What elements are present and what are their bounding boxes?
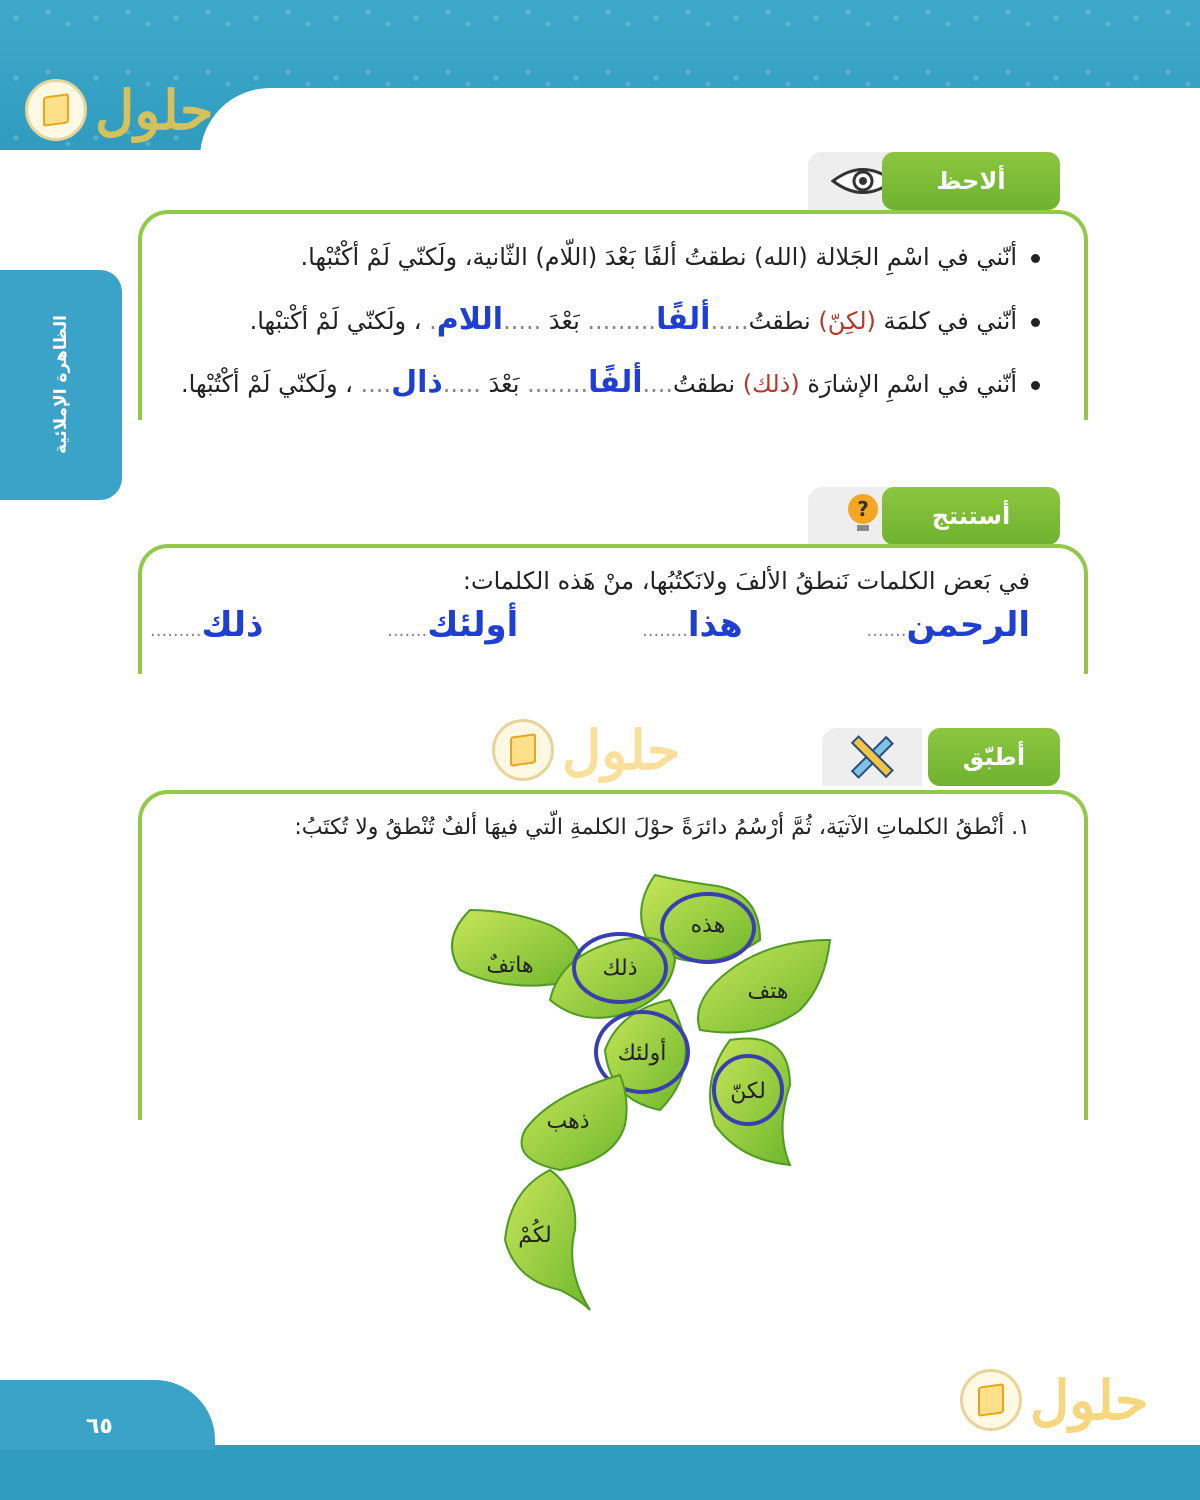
answer-thal: ذال: [391, 365, 443, 400]
observe-line-1: أنّني في اسْمِ الجَلالة (الله) نطقتُ ألفًا بَعْدَ (اللّام) الثّانية، ولَكنّي لَمْ أكْتُبْها.: [301, 243, 1040, 271]
leaves-figure: [430, 860, 850, 1320]
observe-line-3: أنّني في اسْمِ الإشارَة (ذلك) نطقتُ....ألفًا........ بَعْدَ .....ذال.... ، ولَكنّي لَمْ أكْتُبْها.: [181, 365, 1040, 400]
answer-lam: اللام: [436, 302, 504, 337]
apply-task: ١. أنْطقُ الكلماتِ الآتيَة، ثُمَّ أرْسُمُ دائرَةً حوْلَ الكلمةِ الّتي فيهَا ألفٌ تُنْطقُ ولا تُكتَبُ:: [294, 815, 1030, 840]
book-icon: [492, 719, 554, 781]
leaf-word: لكنّ: [730, 1079, 766, 1104]
conclude-answers: الرحمن....... هذا........ أولئك....... ذلك.........: [150, 605, 1030, 645]
leaf-word: هذه: [690, 913, 726, 938]
observe-header: [808, 152, 1060, 210]
observe-line-2: أنّني في كلمَة (لكِنّ) نطقتُ.....ألفًا......... بَعْدَ .....اللام. ، ولَكنّي لَمْ أكْتبْها.: [250, 302, 1040, 337]
chapter-label: الظاهرة الإملائية: [51, 315, 71, 455]
footer-band: [0, 1445, 1200, 1500]
answer-alif-1: ألفًا: [656, 302, 711, 337]
chapter-side-tab: [0, 270, 122, 500]
conclude-text: في بَعض الكلمات نَنطقُ الألفَ ولانَكتُبُها، منْ هَذه الكلمات:: [462, 567, 1030, 595]
leaf-word: أولئك: [617, 1041, 667, 1066]
answer-word: أولئك: [427, 605, 519, 645]
leaf-word: هتف: [747, 979, 789, 1004]
book-icon: [25, 79, 87, 141]
leaf-word: لكُمْ: [518, 1223, 552, 1248]
answer-word: هذا: [687, 605, 743, 645]
answer-word: ذلك: [201, 605, 264, 645]
answer-alif-2: ألفًا: [588, 365, 643, 400]
leaf-word: هاتفٌ: [486, 953, 534, 978]
conclude-header: [808, 487, 1060, 545]
apply-header: [822, 728, 1060, 786]
observe-title: ألاحظ: [882, 152, 1060, 210]
leaf-word: ذلك: [602, 956, 638, 981]
svg-text:?: ?: [857, 497, 869, 521]
page-number: ٦٥: [86, 1414, 113, 1439]
leaf-thahaba: [522, 1075, 627, 1170]
header-curve: [200, 88, 1200, 158]
book-icon: [960, 1369, 1022, 1431]
conclude-title: أستنتج: [882, 487, 1060, 545]
leaf-word: ذهب: [546, 1109, 590, 1134]
leaf-lakin: [710, 1038, 790, 1165]
brand-logo: حلول: [25, 78, 213, 142]
apply-title: أطبّق: [928, 728, 1060, 786]
answer-word: الرحمن: [906, 605, 1030, 645]
brand-logo-watermark: حلول: [492, 718, 680, 782]
leaf-lakum: [505, 1170, 590, 1310]
pencil-ruler-icon: [822, 728, 922, 786]
brand-logo-watermark: حلول: [960, 1368, 1148, 1432]
